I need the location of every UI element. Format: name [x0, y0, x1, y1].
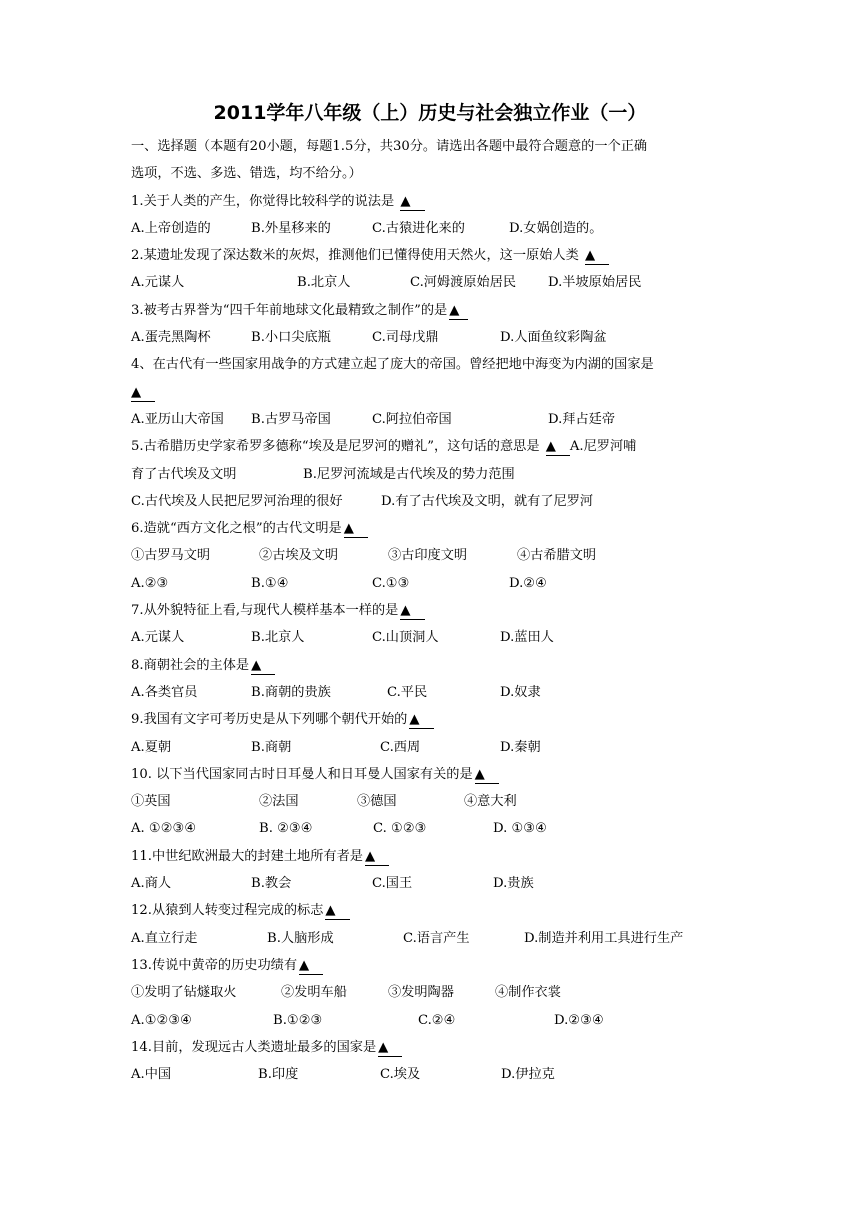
option-d: D.有了古代埃及文明，就有了尼罗河	[381, 493, 594, 509]
option-d: D.拜占廷帝	[548, 411, 616, 427]
answer-blank: ▲	[131, 385, 155, 402]
question-2-options	[131, 269, 737, 296]
question-10-items	[131, 788, 737, 815]
question-8-options	[131, 679, 737, 706]
option-d: D.②④	[509, 575, 547, 591]
item-1: ①英国	[131, 794, 171, 810]
option-b: B.人脑形成	[267, 930, 334, 946]
question-9-stem: 9.我国有文字可考历史是从下列哪个朝代开始的 ▲	[131, 706, 737, 733]
question-7-stem: 7.从外貌特征上看,与现代人模样基本一样的是 ▲	[131, 597, 737, 624]
option-c: C.司母戊鼎	[372, 330, 439, 346]
item-4: ④制作衣裳	[495, 985, 561, 1001]
option-b: B.商朝的贵族	[251, 684, 331, 700]
item-4: ④古希腊文明	[517, 548, 597, 564]
item-1: ①古罗马文明	[131, 548, 211, 564]
question-10-stem: 10. 以下当代国家同古时日耳曼人和日耳曼人国家有关的是 ▲	[131, 761, 737, 788]
answer-blank: ▲	[400, 194, 424, 211]
option-c: C. ①②③	[373, 821, 427, 837]
answer-blank: ▲	[585, 248, 609, 265]
option-c: C.阿拉伯帝国	[372, 411, 452, 427]
section-intro-line-2: 选项，不选、多选、错选，均不给分。）	[131, 166, 362, 182]
answer-blank: ▲	[365, 849, 389, 866]
option-c: C.平民	[387, 684, 428, 700]
option-b: B.①②③	[273, 1012, 323, 1028]
option-a: A.各类官员	[131, 684, 198, 700]
option-b: B. ②③④	[259, 821, 313, 837]
question-4-stem: 4、在古代有一些国家用战争的方式建立起了庞大的帝国。曾经把地中海变为内湖的国家是	[131, 357, 654, 373]
question-1-stem: 1.关于人类的产生，你觉得比较科学的说法是 ▲	[131, 188, 737, 215]
option-c: C.西周	[380, 739, 421, 755]
question-7-options	[131, 624, 737, 651]
option-a: A.①②③④	[131, 1012, 193, 1028]
item-3: ③发明陶器	[388, 985, 454, 1001]
option-b: B.①④	[251, 575, 289, 591]
option-a: A.商人	[131, 876, 172, 892]
item-4: ④意大利	[464, 794, 517, 810]
answer-blank: ▲	[378, 1040, 402, 1057]
item-3: ③古印度文明	[388, 548, 468, 564]
page-title: 2011学年八年级（上）历史与社会独立作业（一）	[213, 102, 647, 124]
option-c: C.语言产生	[403, 930, 470, 946]
option-a: A.中国	[131, 1067, 172, 1083]
option-d: D.秦朝	[500, 739, 541, 755]
question-5-options-2	[131, 488, 737, 515]
answer-blank: ▲	[449, 303, 468, 320]
option-a: A.蛋壳黑陶杯	[131, 330, 211, 346]
option-a-cont: 育了古代埃及文明	[131, 466, 237, 482]
question-8-stem: 8.商朝社会的主体是 ▲	[131, 652, 737, 679]
question-14-options	[131, 1061, 737, 1088]
question-4-options	[131, 406, 737, 433]
question-11-stem: 11.中世纪欧洲最大的封建土地所有者是 ▲	[131, 843, 737, 870]
option-b: B.小口尖底瓶	[251, 330, 331, 346]
answer-blank: ▲	[344, 521, 368, 538]
option-b: B.古罗马帝国	[251, 411, 331, 427]
question-13-options	[131, 1007, 737, 1034]
option-d: D.半坡原始居民	[548, 275, 642, 291]
option-a: A.尼罗河哺	[569, 439, 637, 455]
question-list	[131, 133, 737, 1088]
option-a: A.亚历山大帝国	[131, 411, 224, 427]
answer-blank: ▲	[299, 958, 323, 975]
question-12-options	[131, 925, 737, 952]
option-b: B.教会	[251, 876, 292, 892]
item-1: ①发明了钻燧取火	[131, 985, 237, 1001]
question-9-options	[131, 734, 737, 761]
question-4-stem-cont	[131, 379, 737, 406]
option-d: D. ①③④	[493, 821, 547, 837]
question-12-stem: 12.从猿到人转变过程完成的标志 ▲	[131, 897, 737, 924]
option-d: D.制造并利用工具进行生产	[524, 930, 684, 946]
option-a: A.上帝创造的	[131, 220, 211, 236]
question-6-stem: 6.造就“西方文化之根”的古代文明是 ▲	[131, 515, 737, 542]
option-b: B.尼罗河流域是古代埃及的势力范围	[303, 466, 515, 482]
question-6-options	[131, 570, 737, 597]
option-c: C.古猿进化来的	[372, 220, 465, 236]
question-13-stem: 13.传说中黄帝的历史功绩有 ▲	[131, 952, 737, 979]
option-d: D.奴隶	[500, 684, 541, 700]
option-b: B.印度	[258, 1067, 299, 1083]
option-d: D.贵族	[493, 876, 534, 892]
answer-blank: ▲	[546, 439, 570, 456]
option-a: A.元谋人	[131, 630, 185, 646]
option-a: A. ①②③④	[131, 821, 197, 837]
option-d: D.蓝田人	[500, 630, 554, 646]
option-c: C.国王	[372, 876, 413, 892]
section-intro-line-1: 一、选择题（本题有20小题，每题1.5分，共30分。请选出各题中最符合题意的一个正确	[131, 139, 648, 154]
option-d: D.人面鱼纹彩陶盆	[500, 330, 607, 346]
answer-blank: ▲	[325, 903, 349, 920]
answer-blank: ▲	[409, 712, 433, 729]
answer-blank: ▲	[251, 658, 275, 675]
question-10-options	[131, 815, 737, 842]
option-d: D.②③④	[554, 1012, 604, 1028]
option-d: D.伊拉克	[501, 1067, 555, 1083]
item-3: ③德国	[357, 794, 397, 810]
option-b: B.北京人	[251, 630, 305, 646]
answer-blank: ▲	[475, 767, 499, 784]
item-2: ②发明车船	[281, 985, 347, 1001]
question-1-options	[131, 215, 737, 242]
option-b: B.商朝	[251, 739, 292, 755]
item-2: ②法国	[259, 794, 299, 810]
answer-blank: ▲	[400, 603, 424, 620]
question-2-stem: 2.某遗址发现了深达数米的灰烬，推测他们已懂得使用天然火，这一原始人类 ▲	[131, 242, 737, 269]
option-a: A.元谋人	[131, 275, 185, 291]
question-13-items	[131, 979, 737, 1006]
option-a: A.夏朝	[131, 739, 172, 755]
question-3-options	[131, 324, 737, 351]
option-d: D.女娲创造的。	[509, 220, 603, 236]
question-11-options	[131, 870, 737, 897]
question-5-options-1	[131, 461, 737, 488]
option-c: C.山顶洞人	[372, 630, 439, 646]
option-c: C.河姆渡原始居民	[410, 275, 517, 291]
question-6-items	[131, 542, 737, 569]
option-b: B.外星移来的	[251, 220, 331, 236]
option-c: C.古代埃及人民把尼罗河治理的很好	[131, 493, 343, 509]
question-5-stem: 5.古希腊历史学家希罗多德称“埃及是尼罗河的赠礼”，这句话的意思是 ▲ A.尼罗河哺	[131, 439, 637, 455]
option-c: C.②④	[418, 1012, 456, 1028]
option-a: A.②③	[131, 575, 169, 591]
option-c: C.①③	[372, 575, 410, 591]
item-2: ②古埃及文明	[259, 548, 339, 564]
question-3-stem: 3.被考古界誉为“四千年前地球文化最精致之制作”的是 ▲	[131, 297, 737, 324]
question-14-stem: 14.目前，发现远古人类遗址最多的国家是 ▲	[131, 1034, 737, 1061]
option-a: A.直立行走	[131, 930, 198, 946]
option-c: C.埃及	[380, 1067, 421, 1083]
option-b: B.北京人	[297, 275, 351, 291]
